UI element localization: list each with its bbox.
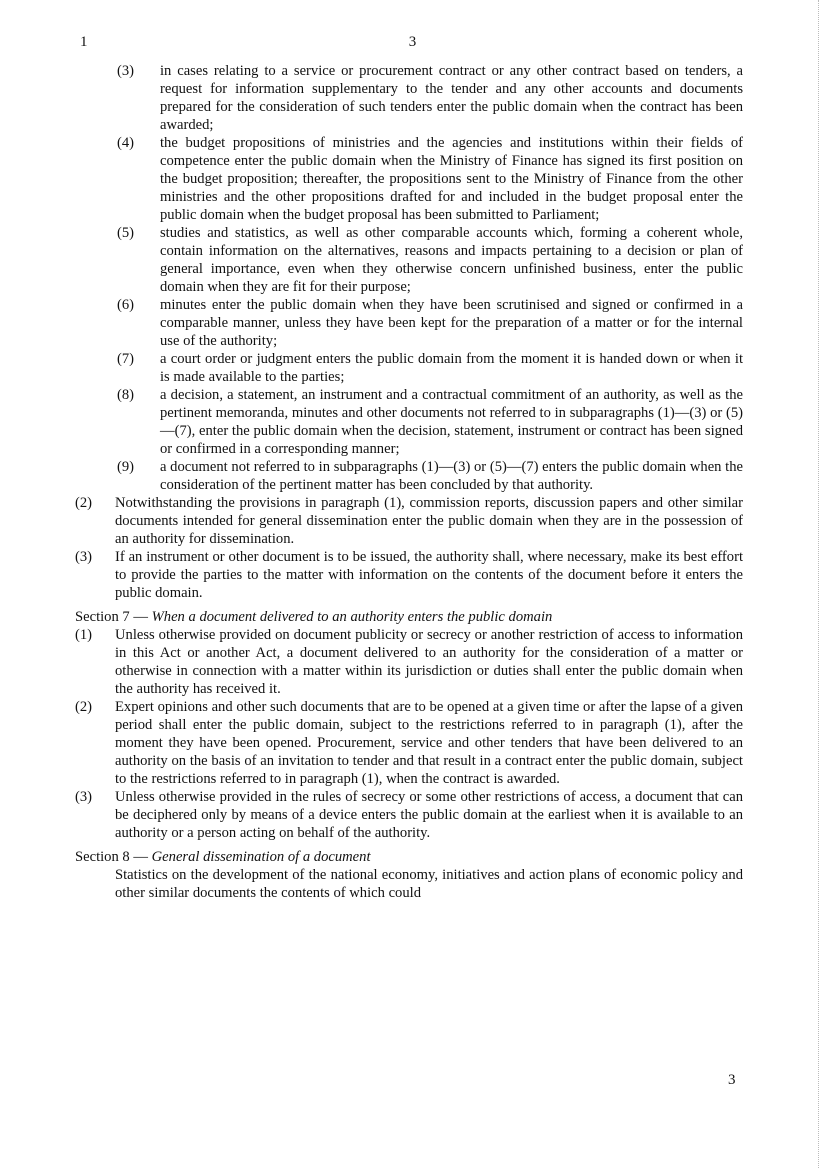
subparagraph-text: the budget propositions of ministries and the agencies and institutions within their fields of competence enter the public domain when the Ministry of Finance has signed its first position on the budget proposition; thereafter, the propositions sent to the Ministry of Finance from the other ministries and the other propositions drafted for and included in the budget proposal enter the public domain when the budget proposal has been submitted to Parliament; bbox=[160, 135, 743, 223]
section-8-label: Section 8 — bbox=[75, 849, 152, 865]
page-number-top: 3 bbox=[408, 34, 417, 50]
section-8-title: General dissemination of a document bbox=[151, 849, 371, 865]
subparagraph-number: (8) bbox=[117, 387, 135, 403]
subparagraph-6 bbox=[75, 386, 743, 458]
subparagraph-7 bbox=[75, 458, 743, 494]
paragraph-list bbox=[75, 494, 743, 602]
section-7-label: Section 7 — bbox=[75, 609, 152, 625]
subparagraph-text: a document not referred to in subparagraphs (1)—(3) or (5)—(7) enters the public domain when the consideration of the pertinent matter has been concluded by that authority. bbox=[160, 459, 743, 493]
section-7-paragraph-1 bbox=[75, 626, 743, 698]
section-7-paragraph-2 bbox=[75, 698, 743, 788]
subparagraph-text: in cases relating to a service or procurement contract or any other contract based on tenders, a request for information supplementary to the tender and any other accounts and documents prepared for the consideration of such tenders enter the public domain when the contract has been awarded; bbox=[160, 63, 743, 133]
page-number-bottom: 3 bbox=[728, 1072, 736, 1088]
subparagraph-number: (3) bbox=[117, 63, 135, 79]
subparagraph-text: studies and statistics, as well as other comparable accounts which, forming a coherent whole, contain information on the alternatives, reasons and impacts pertaining to a decision or plan of general importance, even when they otherwise concern unfinished business, enter the public domain when they are fit for their purpose; bbox=[160, 225, 743, 295]
paragraph-text: Notwithstanding the provisions in paragraph (1), commission reports, discussion papers and other similar documents intended for general dissemination enter the public domain when they are in the possession of an authority for dissemination. bbox=[115, 495, 743, 547]
section-7-heading bbox=[75, 608, 743, 626]
corner-number: 1 bbox=[80, 34, 88, 50]
section-7-paragraph-text: Unless otherwise provided on document publicity or secrecy or another restriction of access to information in this Act or another Act, a document delivered to an authority for the consideration of a matter or otherwise in connection with a matter within its jurisdiction or duties shall enter the public domain when the authority has received it. bbox=[115, 627, 743, 697]
paragraph-text: If an instrument or other document is to be issued, the authority shall, where necessary, make its best effort to provide the parties to the matter with information on the contents of the document before it enters the public domain. bbox=[115, 549, 743, 601]
subparagraph-text: a court order or judgment enters the public domain from the moment it is handed down or when it is made available to the parties; bbox=[160, 351, 743, 385]
section-7-paragraphs bbox=[75, 626, 743, 842]
paragraph-number: (3) bbox=[75, 549, 93, 565]
document-body bbox=[75, 62, 743, 902]
section-7-title: When a document delivered to an authority enters the public domain bbox=[151, 609, 553, 625]
subparagraph-text: a decision, a statement, an instrument and a contractual commitment of an authority, as well as the pertinent memoranda, minutes and other documents not referred to in subparagraphs (1)—(3) or (5)—(7), enter the public domain when the decision, statement, instrument or contract has been signed or confirmed in a corresponding manner; bbox=[160, 387, 743, 457]
section-7-paragraph-text: Expert opinions and other such documents that are to be opened at a given time or after the lapse of a given period shall enter the public domain, subject to the restrictions referred to in paragraph (1), after the moment they have been opened. Procurement, service and other tenders that have been delivered to an authority on the basis of an invitation to tender and that result in a contract enter the public domain, subject to the restrictions referred to in paragraph (1), when the contract is awarded. bbox=[115, 699, 743, 787]
subparagraph-number: (7) bbox=[117, 351, 135, 367]
section-8-heading bbox=[75, 848, 743, 866]
section-7-paragraph-3 bbox=[75, 788, 743, 842]
paragraph-1 bbox=[75, 494, 743, 548]
section-8-text: Statistics on the development of the national economy, initiatives and action plans of economic policy and other similar documents the contents of which could bbox=[115, 867, 743, 901]
section-7-paragraph-number: (3) bbox=[75, 789, 93, 805]
section-7-paragraph-text: Unless otherwise provided in the rules of secrecy or some other restrictions of access, a document that can be deciphered only by means of a device enters the public domain at the earliest when it is available to an authority or a person acting on behalf of the authority. bbox=[115, 789, 743, 841]
paragraph-2 bbox=[75, 548, 743, 602]
subparagraph-5 bbox=[75, 350, 743, 386]
subparagraph-number: (5) bbox=[117, 225, 135, 241]
subparagraph-3 bbox=[75, 224, 743, 296]
section-7-paragraph-number: (1) bbox=[75, 627, 93, 643]
subparagraph-number: (4) bbox=[117, 135, 135, 151]
subparagraph-number: (9) bbox=[117, 459, 135, 475]
subparagraph-number: (6) bbox=[117, 297, 135, 313]
paragraph-number: (2) bbox=[75, 495, 93, 511]
subparagraph-list bbox=[75, 62, 743, 494]
page-edge bbox=[817, 0, 819, 1168]
subparagraph-1 bbox=[75, 62, 743, 134]
subparagraph-text: minutes enter the public domain when they have been scrutinised and signed or confirmed in a comparable manner, unless they have been kept for the preparation of a matter or for the internal use of the authority; bbox=[160, 297, 743, 349]
section-7-paragraph-number: (2) bbox=[75, 699, 93, 715]
subparagraph-2 bbox=[75, 134, 743, 224]
subparagraph-4 bbox=[75, 296, 743, 350]
